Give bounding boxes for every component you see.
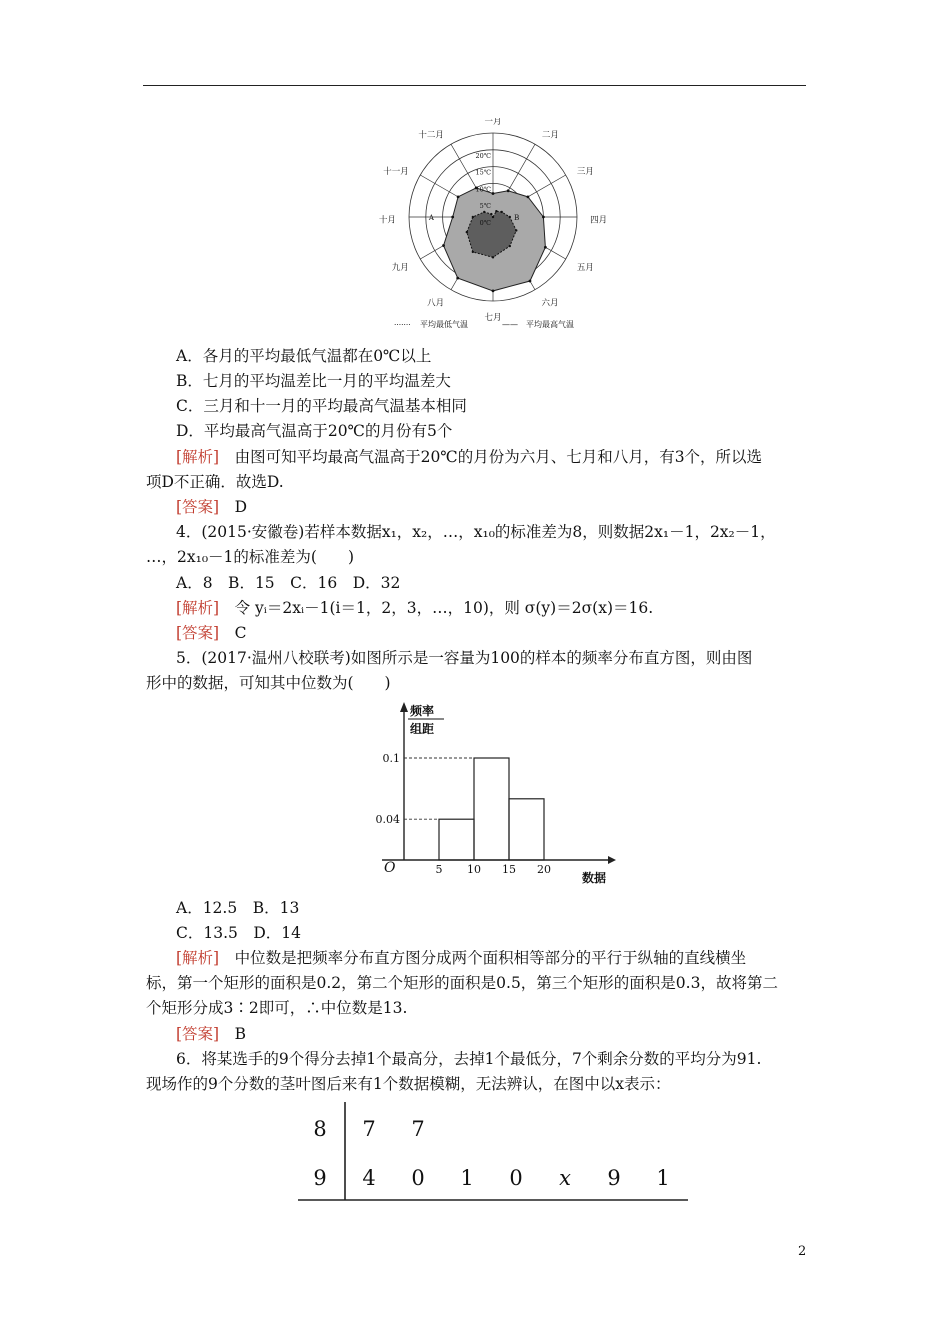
q5-text-cont: 形中的数据，可知其中位数为( ) [146,674,391,692]
analysis-tag: [解析] [176,599,220,617]
q3-option-c: C．三月和十一月的平均最高气温基本相同 [176,397,467,415]
radar-point-high [544,246,547,249]
leaf-value: 4 [362,1166,376,1190]
leaf-value: 1 [460,1166,474,1190]
q3-analysis [176,447,762,467]
radar-point-low [492,256,494,258]
radar-month-label: 一月 [484,118,502,128]
q3-analysis-cont: 项D不正确．故选D. [146,473,284,491]
page-number: 2 [798,1244,807,1259]
radar-month-label: 四月 [590,215,608,226]
hist-xtick: 20 [537,863,551,876]
hist-origin: O [384,860,396,876]
radar-point-low [472,251,474,253]
radar-ring-label: 20℃ [475,151,491,160]
q5-answer [176,1024,246,1044]
q3-option-a: A．各月的平均最低气温都在0℃以上 [176,347,432,365]
leaf-value: 0 [509,1166,523,1190]
hist-bar [439,819,474,860]
q4-analysis [176,598,653,618]
q4-text-cont: …，2x₁₀－1的标准差为( ) [146,548,354,566]
radar-ring-label: 10℃ [475,185,491,194]
q5-options-cd: C．13.5 D．14 [176,924,302,942]
leaf-value: 9 [607,1166,621,1190]
q6-text: 6．将某选手的9个得分去掉1个最高分，去掉1个最低分，7个剩余分数的平均分为91. [176,1050,762,1068]
hist-ylabel-bottom: 组距 [410,722,435,736]
radar-point-high [527,195,530,198]
q4-answer-value: C [234,624,247,642]
analysis-tag: [解析] [176,448,220,466]
hist-ytick: 0.04 [375,813,400,827]
radar-month-label: 十二月 [418,130,444,141]
hist-xtick: 15 [502,863,516,876]
radar-point-high [492,192,495,195]
radar-ring-label: 0℃ [479,219,491,227]
radar-point-high [492,290,495,293]
q5-answer-value: B [234,1025,247,1043]
hist-y-arrow [400,702,408,712]
radar-point-high [451,216,454,219]
q3-answer-value: D [234,498,248,516]
hist-x-arrow [608,856,616,864]
radar-point-low [492,216,494,218]
radar-month-label: 十一月 [383,167,409,178]
leaf-value: 7 [362,1117,376,1141]
radar-month-label: 六月 [541,298,559,309]
q3-analysis-text: 由图可知平均最高气温高于20℃的月份为六月、七月和八月，有3个，所以选 [234,448,763,466]
header-rule [143,85,806,86]
radar-month-label: 十月 [378,215,396,226]
radar-point-low [490,213,492,215]
hist-ylabel-top: 频率 [410,704,435,718]
answer-tag: [答案] [176,1025,220,1043]
leaf-value: x [559,1166,571,1190]
radar-point-high [542,216,545,219]
stem-value: 9 [313,1166,327,1190]
q5-analysis-text: 中位数是把频率分布直方图分成两个面积相等部分的平行于纵轴的直线横坐 [234,949,747,967]
radar-point-high [457,195,460,198]
radar-point-high [442,244,445,247]
q4-analysis-text: 令 yᵢ＝2xᵢ－1(i＝1，2，3，…，10)，则 σ(y)＝2σ(x)＝16. [234,599,654,617]
radar-point-low [472,216,474,218]
legend-low: 平均最低气温 [420,320,468,329]
hist-bar [474,758,509,860]
radar-chart [370,118,620,336]
analysis-tag: [解析] [176,949,220,967]
q4-answer [176,623,247,643]
hist-ytick: 0.1 [382,752,400,765]
radar-point-low [495,210,497,212]
q5-options-ab: A．12.5 B．13 [176,899,300,917]
radar-point-high [507,189,510,192]
legend-low-mark: ······· [394,320,411,329]
radar-point-high [456,277,459,280]
hist-xtick: 10 [467,863,481,876]
radar-ring-label: 15℃ [475,168,491,177]
hist-bar [509,799,544,860]
radar-month-label: 七月 [484,313,502,324]
stem-leaf-plot [290,1100,700,1206]
legend-high: 平均最高气温 [526,320,574,329]
histogram-chart [360,698,620,890]
q5-text: 5．(2017·温州八校联考)如图所示是一容量为100的样本的频率分布直方图，则由图 [176,649,753,667]
hist-xlabel: 数据 [582,871,607,885]
q5-analysis-cont2: 个矩形分成3∶2即可，∴中位数是13. [146,999,408,1017]
radar-month-label: 三月 [576,167,594,178]
radar-point-low [509,245,511,247]
answer-tag: [答案] [176,624,220,642]
radar-ring-label: 5℃ [479,202,491,211]
q4-text: 4．(2015·安徽卷)若样本数据x₁，x₂，…，x₁₀的标准差为8，则数据2x₁－1，2x₂－1， [176,523,776,541]
stem-value: 8 [313,1117,327,1141]
radar-point-low [515,229,517,231]
radar-point-high [529,280,532,283]
q4-options: A．8 B．15 C．16 D．32 [176,574,401,592]
radar-month-label: 八月 [427,298,445,309]
q5-analysis [176,948,746,968]
radar-point-low [509,216,511,218]
radar-month-label: 二月 [541,130,559,141]
radar-point-a: A [428,214,434,222]
radar-point-b: B [514,214,520,222]
legend-high-mark: —— [502,320,518,329]
leaf-value: 7 [411,1117,425,1141]
radar-point-low [483,211,485,213]
leaf-value: 0 [411,1166,425,1190]
q5-analysis-cont1: 标，第一个矩形的面积是0.2，第二个矩形的面积是0.5，第三个矩形的面积是0.3，故将第二 [146,974,778,992]
radar-point-low [466,231,468,233]
hist-xtick: 5 [435,863,443,876]
q3-answer [176,497,247,517]
answer-tag: [答案] [176,498,220,516]
radar-point-low [501,211,503,213]
q3-option-b: B．七月的平均温差比一月的平均温差大 [176,372,451,390]
q6-text-cont: 现场作的9个分数的茎叶图后来有1个数据模糊，无法辨认，在图中以x表示： [146,1075,671,1093]
radar-month-label: 九月 [391,263,409,274]
q3-option-d: D．平均最高气温高于20℃的月份有5个 [176,422,453,440]
radar-month-label: 五月 [576,263,594,274]
leaf-value: 1 [656,1166,670,1190]
